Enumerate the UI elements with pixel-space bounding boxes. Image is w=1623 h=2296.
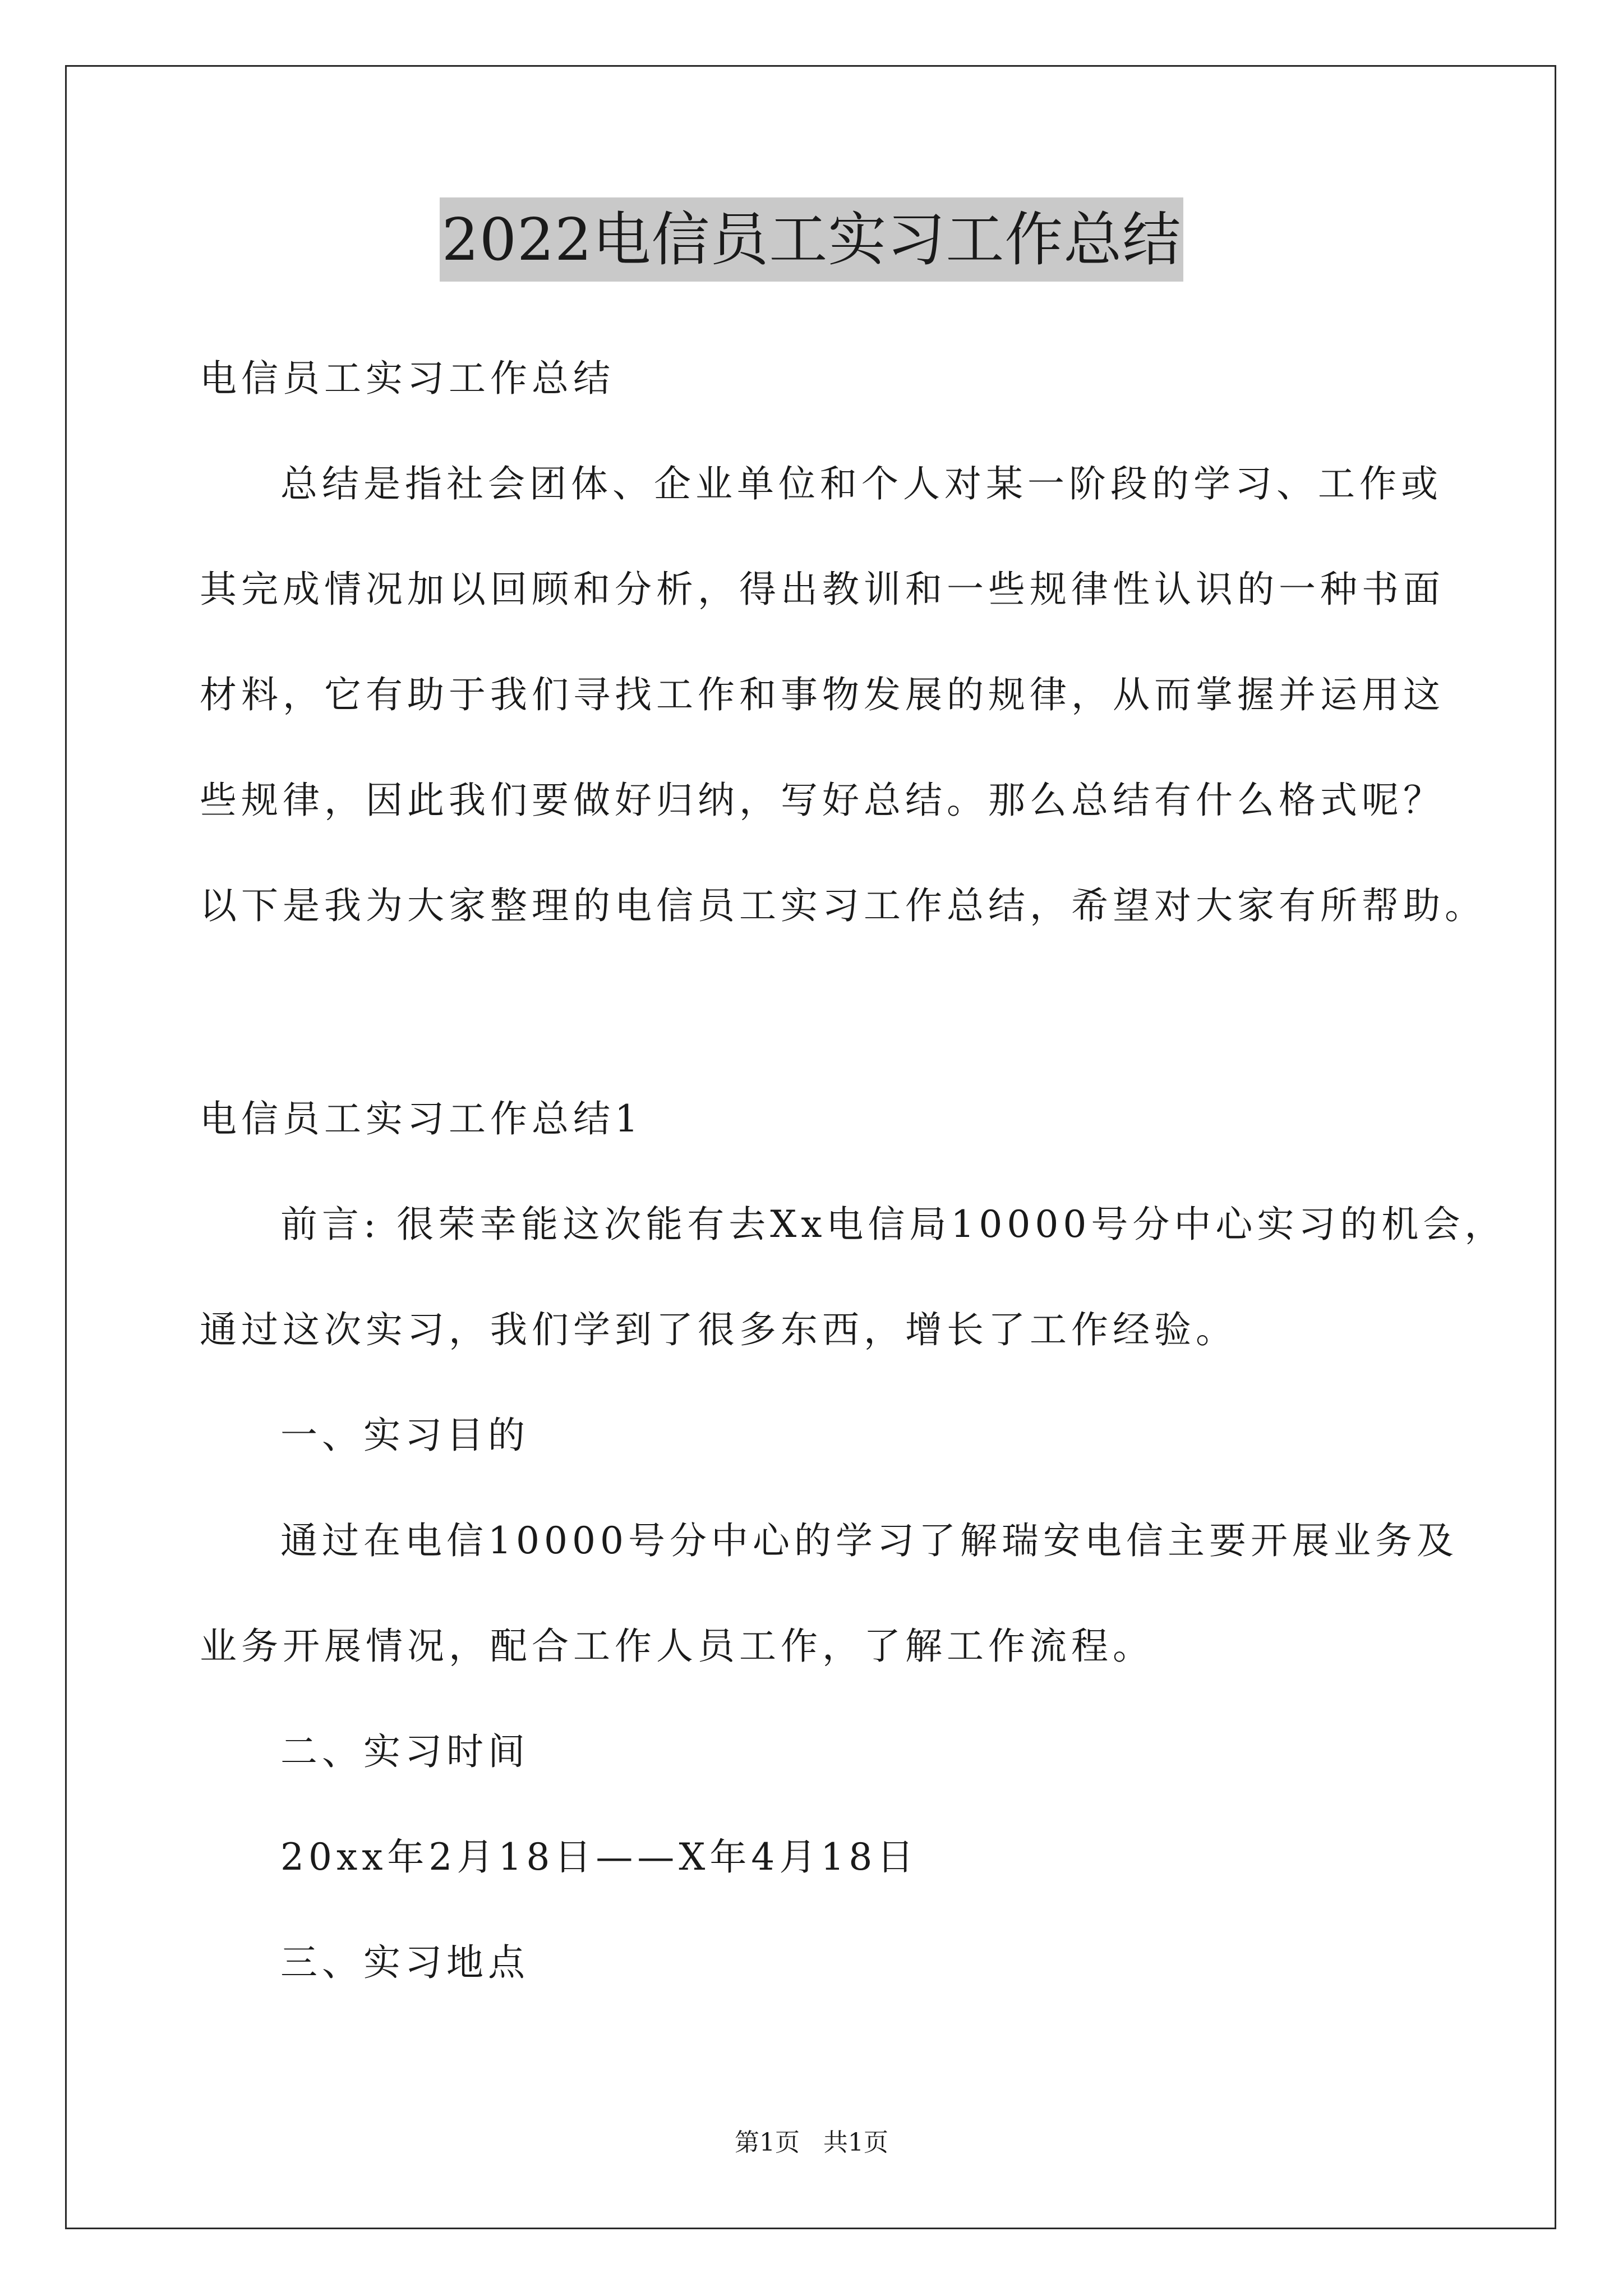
intro-line-3: 材料，它有助于我们寻找工作和事物发展的规律，从而掌握并运用这 (200, 673, 1445, 716)
document-subtitle: 电信员工实习工作总结 (200, 357, 615, 400)
heading-time: 二、实习时间 (280, 1730, 529, 1773)
intro-line-4: 些规律，因此我们要做好归纳，写好总结。那么总结有什么格式呢？ (200, 779, 1445, 822)
page-footer: 第1页 共1页 (735, 2128, 888, 2157)
intro-line-1: 总结是指社会团体、企业单位和个人对某一阶段的学习、工作或 (280, 462, 1442, 505)
intro-line-2: 其完成情况加以回顾和分析，得出教训和一些规律性认识的一种书面 (200, 568, 1445, 611)
section-1-title: 电信员工实习工作总结1 (200, 1097, 643, 1140)
time-text: 20xx年2月18日——X年4月18日 (280, 1835, 919, 1879)
purpose-line-2: 业务开展情况，配合工作人员工作，了解工作流程。 (200, 1625, 1154, 1668)
title-container (0, 197, 1623, 282)
preface-line-1: 前言: 很荣幸能这次能有去Xx电信局10000号分中心实习的机会， (280, 1203, 1506, 1246)
heading-place: 三、实习地点 (280, 1941, 529, 1984)
preface-line-2: 通过这次实习，我们学到了很多东西，增长了工作经验。 (200, 1308, 1237, 1351)
document-title: 2022电信员工实习工作总结 (440, 197, 1184, 282)
heading-purpose: 一、实习目的 (280, 1414, 529, 1457)
purpose-line-1: 通过在电信10000号分中心的学习了解瑞安电信主要开展业务及 (280, 1519, 1458, 1562)
intro-line-5: 以下是我为大家整理的电信员工实习工作总结，希望对大家有所帮助。 (200, 884, 1486, 927)
